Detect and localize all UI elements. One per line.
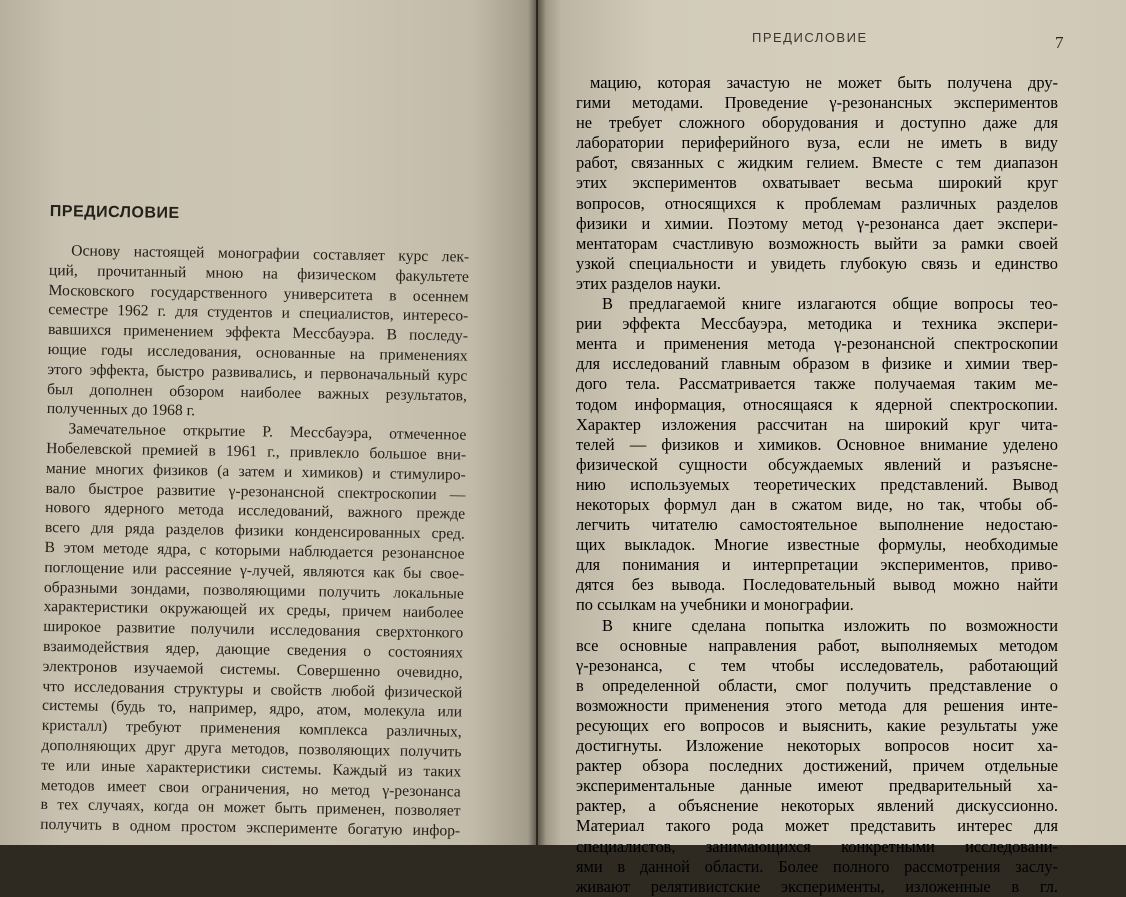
text-line: системы (будь то, например, ядро, атом, молекула или	[41, 697, 463, 721]
text-line: Материал такого рода может представить интерес для	[576, 816, 1058, 836]
text-line: для понимания и интерпретации экспериментов, приво-	[576, 555, 1058, 575]
text-line: некоторых формул дан в сжатом виде, но так, чтобы об-	[576, 494, 1058, 514]
text-line: этих экспериментов охватывает весьма широкий круг	[576, 173, 1058, 193]
text-line: получить в одном простом эксперименте богатую инфор-	[40, 816, 461, 840]
text-line: широкое развитие получили исследования сверхтонкого	[43, 618, 464, 642]
text-line: всего для ряда разделов физики конденсированных сред.	[44, 519, 465, 543]
text-line: в определенной области, смог получить представление о	[576, 675, 1058, 695]
text-line: методов имеет свои ограничения, но метод γ-резонанса	[40, 776, 461, 801]
text-line: дого тела. Рассматривается также получаемая таким ме-	[576, 374, 1058, 394]
text-line: В этом методе ядра, с которыми наблюдается резонансное	[44, 538, 465, 563]
text-line: ресующих его вопросов и выяснить, какие результаты уже	[576, 716, 1058, 735]
text-line: физики и химии. Поэтому метод γ-резонанса дает экспери-	[576, 213, 1058, 233]
text-line: легчить читателю самостоятельное выполнение недостаю-	[576, 515, 1058, 535]
text-line: ями в данной области. Более полного рассмотрения заслу-	[576, 856, 1058, 876]
text-line: рии эффекта Мессбауэра, методика и техника экспери-	[576, 314, 1058, 334]
text-line: поглощение или рассеяние γ-лучей, являются как бы свое-	[44, 558, 465, 583]
text-line: дятся без вывода. Последовательный вывод можно найти	[576, 575, 1058, 595]
text-line: нового ядерного метода исследований, важного прежде	[45, 499, 466, 523]
text-line: телей — физиков и химиков. Основное внимание уделено	[576, 434, 1058, 454]
text-line: мание многих физиков (а затем и химиков) и стимулиро-	[45, 459, 466, 484]
text-line: по ссылкам на учебники и монографии.	[576, 595, 854, 615]
text-line: работ, связанных с жидким гелием. Вместе с тем диапазон	[576, 153, 1058, 173]
text-line: тодом информация, относящаяся к ядерной спектроскопии.	[576, 394, 1058, 414]
text-line: γ-резонанса, с тем чтобы исследователь, работающий	[576, 655, 1058, 675]
text-line: мацию, которая зачастую не может быть получена дру-	[590, 73, 1058, 92]
text-line: живают релятивистские эксперименты, изложенные в гл.	[576, 876, 1058, 896]
text-line: Нобелевской премией в 1961 г., привлекло большое вни-	[46, 439, 467, 464]
text-line: В книге сделана попытка изложить по возможности	[602, 615, 1058, 635]
text-line: вало быстрое развитие γ-резонансной спектроскопии —	[45, 479, 466, 504]
text-line: физической сущности обсуждаемых явлений и разъясне-	[576, 454, 1058, 474]
text-line: вопросов, относящихся к проблемам различных разделов	[576, 193, 1058, 213]
text-line: нию используемых теоретических представлений. Вывод	[576, 474, 1058, 494]
text-line: гими методами. Проведение γ-резонансных экспериментов	[576, 93, 1058, 113]
text-line: кристалл) требуют применения комплекса различных,	[41, 717, 462, 741]
book-gutter	[528, 0, 546, 845]
text-line: Замечательное открытие Р. Мессбауэра, отмеченное	[68, 420, 467, 444]
text-line: Характер изложения рассчитан на широкий круг чита-	[576, 414, 1058, 434]
text-line: экспериментальные данные имеют предварительный ха-	[576, 776, 1058, 796]
text-line: образными зондами, позволяющими получить локальные	[43, 578, 465, 603]
text-line: лаборатории периферийного вуза, если не иметь в виду	[576, 133, 1058, 153]
text-line: мента и применения метода γ-резонансной спектроскопии	[576, 334, 1058, 354]
text-line: для исследований главным образом в физике и химии твер-	[576, 354, 1058, 374]
section-title: ПРЕДИСЛОВИЕ	[49, 203, 180, 223]
text-line: дополняющих друг друга методов, позволяющих получить	[41, 736, 462, 761]
text-line: рактер обзора последних достижений, причем отдельные	[576, 756, 1058, 776]
text-line: специалистов, занимающихся конкретными исследовани-	[576, 836, 1058, 856]
text-line: все основные направления работ, выполняемых методом	[576, 635, 1058, 655]
text-line: электронов изучаемой системы. Совершенно очевидно,	[42, 657, 463, 682]
text-line: характеристики окружающей их среды, причем наиболее	[43, 598, 464, 622]
text-line: Московского государственного университета в осеннем	[48, 281, 469, 306]
text-line: что исследования структуры и свойств любой физической	[42, 677, 463, 702]
left-text-block	[40, 203, 470, 841]
text-line: ментаторам счастливую возможность выйти за рамки своей	[576, 233, 1058, 253]
text-line: был дополнен обзором наиболее важных результатов,	[46, 380, 468, 405]
text-line: полученных до 1968 г.	[46, 400, 196, 420]
text-line: те или иные характеристики системы. Каждый из таких	[41, 756, 462, 781]
text-line: В предлагаемой книге излагаются общие вопросы тео-	[602, 294, 1058, 314]
running-head: ПРЕДИСЛОВИЕ	[752, 30, 868, 45]
text-line: вавшихся применением эффекта Мессбауэра. В последу-	[47, 321, 469, 345]
text-line: в тех случаях, когда он может быть применен, позволяет	[40, 796, 461, 820]
text-line: этого эффекта, быстро развивались, и первоначальный курс	[47, 360, 468, 385]
text-line: Основу настоящей монографии составляет курс лек-	[71, 242, 470, 266]
page-number: 7	[1055, 33, 1064, 52]
text-line: щих выкладок. Многие известные формулы, необходимые	[576, 535, 1058, 555]
text-line: возможности применения этого метода для решения инте-	[576, 695, 1058, 715]
text-line: не требует сложного оборудования и доступно даже для	[576, 113, 1058, 133]
text-line: этих разделов науки.	[576, 273, 721, 293]
text-line: ций, прочитанный мною на физическом факультете	[48, 261, 470, 286]
right-text-block	[576, 73, 1058, 897]
text-line: рактер, а объяснение некоторых явлений дискуссионно.	[576, 796, 1058, 816]
text-line: узкой специальности и увидеть глубокую связь и единство	[576, 253, 1058, 273]
text-line: взаимодействия ядер, дающие сведения о состояниях	[42, 637, 464, 662]
left-page	[0, 0, 536, 845]
text-line: семестре 1962 г. для студентов и специалистов, интересо-	[48, 301, 469, 325]
text-line: достигнуты. Изложение некоторых вопросов носит ха-	[576, 736, 1058, 756]
text-line: ющие годы исследования, основанные на применениях	[47, 340, 468, 365]
